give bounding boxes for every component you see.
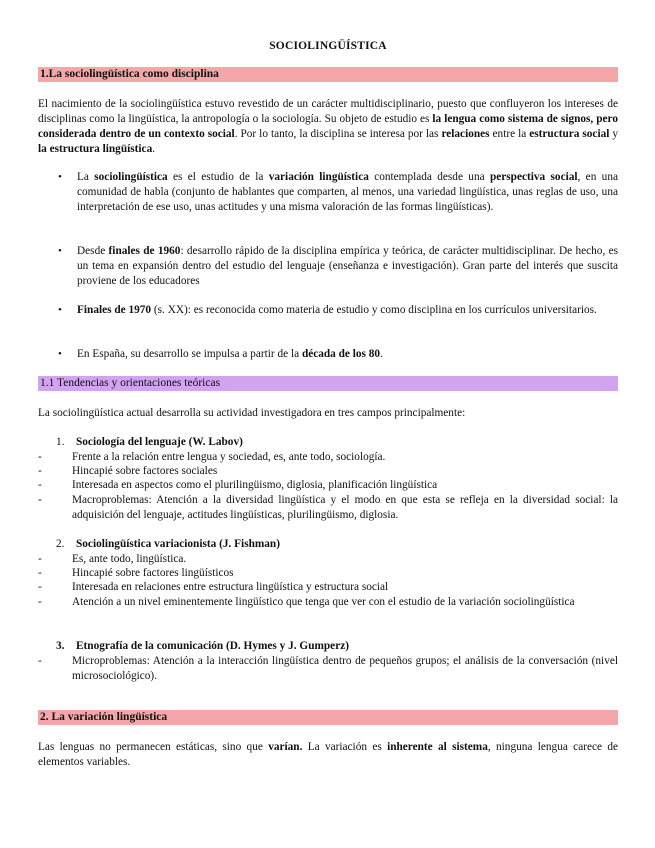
- text-run: , en una comunidad de habla (conjunto de hablantes que comparten, al menos, una variedad lingüística, unas reglas de uso, una interpretación de ese uso, unas actitudes y una misma valoración de las formas lingüísticas).: [77, 171, 618, 213]
- numbered-heading: [56, 639, 349, 654]
- dash-glyph: -: [38, 567, 42, 579]
- bullet-dot: •: [58, 171, 62, 183]
- text-run: .: [152, 143, 156, 155]
- text-run: . Por lo tanto, la disciplina se interesa por las: [234, 128, 442, 140]
- bold-run: estructura social: [529, 128, 610, 140]
- dash-text: Microproblemas: Atención a la interacción lingüística dentro de pequeños grupos; el análisis de la conversación (nivel microsociológico).: [72, 655, 618, 682]
- bold-run: inherente al sistema: [387, 741, 488, 753]
- dash-text: Atención a un nivel eminentemente lingüístico que tenga que ver con el estudio de la variación sociolingüística: [72, 596, 575, 608]
- section-1-1-intro: La sociolingüística actual desarrolla su actividad investigadora en tres campos principalmente:: [38, 407, 466, 419]
- dash-text: Hincapié sobre factores sociales: [72, 465, 218, 477]
- bold-run: sociolingüística: [94, 171, 168, 183]
- section-1-heading: 1.La sociolingüística como disciplina: [38, 67, 618, 82]
- section-2-heading: 2. La variación lingüística: [38, 710, 618, 725]
- numbered-heading: [56, 537, 280, 552]
- dash-glyph: -: [38, 581, 42, 593]
- section-1-intro: [38, 97, 618, 157]
- numbered-heading: [56, 435, 243, 450]
- bullet-dot: •: [58, 304, 62, 316]
- text-run: y: [609, 128, 619, 140]
- bold-run: Finales de 1970: [77, 304, 152, 316]
- bold-run: variación lingüística: [268, 171, 369, 183]
- text-run: , ninguna lengua carece de elementos variables.: [38, 741, 618, 768]
- bold-run: la estructura lingüística: [38, 143, 153, 155]
- text-run: La: [77, 171, 95, 183]
- text-run: (s. XX): es reconocida como materia de estudio y como disciplina en los currículos universitarios.: [151, 304, 597, 316]
- bullet-text: [77, 303, 618, 318]
- dash-text: Frente a la relación entre lengua y sociedad, es, ante todo, sociología.: [72, 451, 386, 463]
- item-number: 2.: [56, 538, 65, 550]
- bold-run: finales de 1960: [108, 245, 181, 257]
- item-number: 1.: [56, 436, 65, 448]
- document-title: SOCIOLINGÜÍSTICA: [269, 40, 387, 52]
- text-run: contemplada desde una: [368, 171, 490, 183]
- text-run: En España, su desarrollo se impulsa a partir de la: [77, 348, 302, 360]
- dash-glyph: -: [38, 479, 42, 491]
- dash-glyph: -: [38, 451, 42, 463]
- text-run: La variación es: [302, 741, 388, 753]
- item-title: Sociolingüística variacionista (J. Fishman): [76, 538, 280, 550]
- dash-text: Macroproblemas: Atención a la diversidad lingüística y el modo en que esta se refleja en la diversidad social: la adquisición del lenguaje, actitudes lingüísticas, plurilingüismo, diglosia.: [72, 494, 618, 521]
- dash-glyph: -: [38, 553, 42, 565]
- item-title: Sociología del lenguaje (W. Labov): [76, 436, 243, 448]
- item-number: 3.: [56, 640, 65, 652]
- bold-run: perspectiva social: [489, 171, 578, 183]
- bold-run: la lengua como sistema de signos, pero considerada dentro de un contexto social: [38, 113, 619, 140]
- bullet-text: [77, 347, 618, 362]
- bullet-dot: •: [58, 245, 62, 257]
- text-run: entre la: [489, 128, 530, 140]
- text-run: El nacimiento de la sociolingüística estuvo revestido de un carácter multidisciplinario, puesto que confluyeron los intereses de disciplinas como la lingüística, la antropología o la sociología. Su objeto de estudio es: [38, 98, 618, 125]
- dash-glyph: -: [38, 596, 42, 608]
- bold-run: década de los 80: [301, 348, 381, 360]
- text-run: es el estudio de la: [167, 171, 269, 183]
- dash-text: Hincapié sobre factores lingüísticos: [72, 567, 234, 579]
- bold-run: varían.: [268, 741, 303, 753]
- text-run: : desarrollo rápido de la disciplina empírica y teórica, de carácter multidisciplinar. De hecho, es un tema en expansión dentro del estudio del lenguaje (enseñanza e investigación). Gran parte del interés que suscita proviene de los educadores: [77, 245, 618, 287]
- dash-glyph: -: [38, 655, 42, 667]
- bold-run: relaciones: [441, 128, 490, 140]
- dash-text: Interesada en relaciones entre estructura lingüística y estructura social: [72, 581, 389, 593]
- bullet-dot: •: [58, 348, 62, 360]
- text-run: Desde: [77, 245, 109, 257]
- dash-text: Interesada en aspectos como el plurilingüismo, diglosia, planificación lingüística: [72, 479, 438, 491]
- bullet-text: [77, 170, 618, 215]
- dash-glyph: -: [38, 494, 42, 506]
- section-2-intro: [38, 740, 618, 770]
- text-run: .: [380, 348, 383, 360]
- item-title: Etnografía de la comunicación (D. Hymes y J. Gumperz): [76, 640, 349, 652]
- section-1-1-heading: 1.1 Tendencias y orientaciones teóricas: [38, 376, 618, 391]
- dash-text: Es, ante todo, lingüística.: [72, 553, 187, 565]
- bullet-text: [77, 244, 618, 289]
- text-run: Las lenguas no permanecen estáticas, sino que: [38, 741, 269, 753]
- dash-glyph: -: [38, 465, 42, 477]
